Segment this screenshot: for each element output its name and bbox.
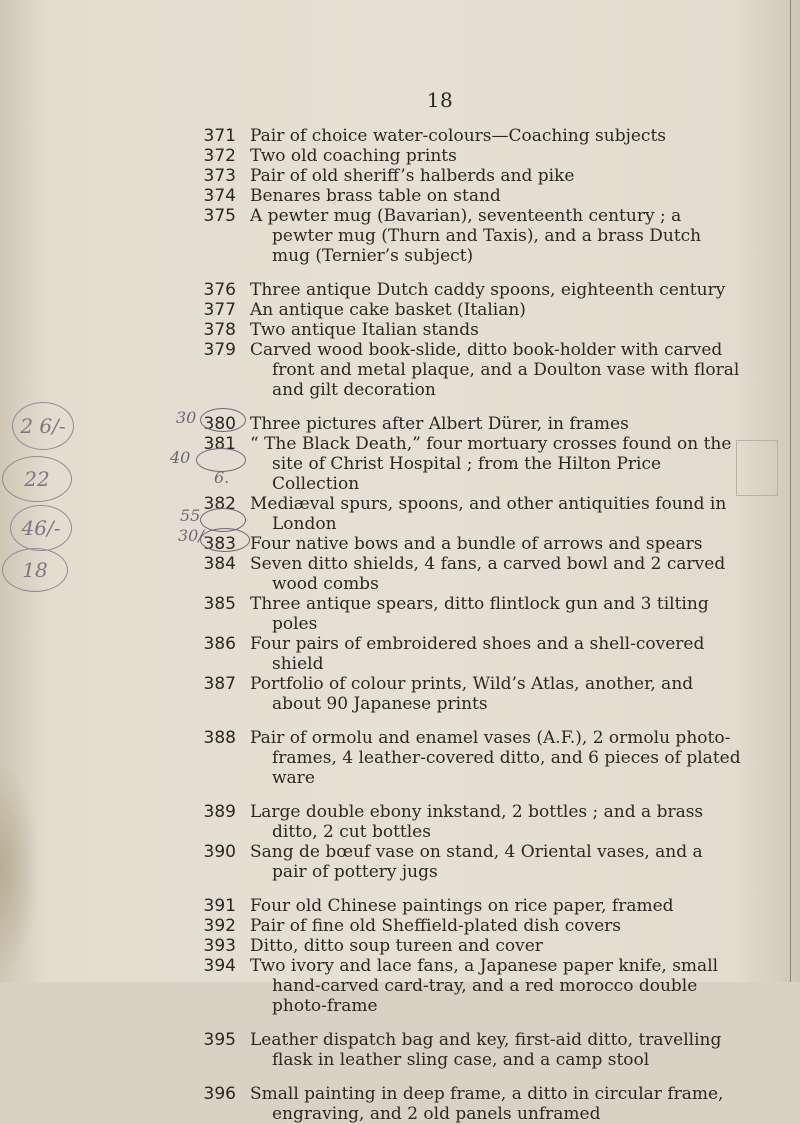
lot-number: 388 <box>203 728 236 748</box>
lot-description: Three antique Dutch caddy spoons, eighteenth century <box>250 280 726 300</box>
lot-number: 386 <box>203 634 236 654</box>
lot-description: Two antique Italian stands <box>250 320 479 340</box>
page-number: 18 <box>426 88 454 112</box>
lot-entry <box>0 434 800 494</box>
lot-number: 374 <box>203 186 236 206</box>
lot-description: “ The Black Death,” four mortuary crosses found on the site of Christ Hospital ; from the Hilton Price Collection <box>250 434 732 494</box>
lot-description: Mediæval spurs, spoons, and other antiquities found in London <box>250 494 727 534</box>
lot-description: An antique cake basket (Italian) <box>250 300 526 320</box>
lot-number: 391 <box>203 896 236 916</box>
lot-entry <box>0 1030 800 1070</box>
lot-entry <box>0 186 800 206</box>
lot-description: Two old coaching prints <box>250 146 457 166</box>
lot-number: 378 <box>203 320 236 340</box>
lot-383-circle <box>196 448 246 472</box>
lot-number: 372 <box>203 146 236 166</box>
lot-entry <box>0 896 800 916</box>
lot-mark-385: 55 <box>180 506 201 525</box>
lot-number: 383 <box>203 534 236 554</box>
lot-description: Pair of choice water-colours—Coaching subjects <box>250 126 666 146</box>
lot-number: 375 <box>203 206 236 226</box>
lot-number: 377 <box>203 300 236 320</box>
annotation-circle-1: 2 6/- <box>12 402 74 450</box>
right-margin-mark <box>736 440 778 496</box>
lot-mark-382: 30 <box>176 408 197 427</box>
lot-description: Two ivory and lace fans, a Japanese paper knife, small hand-carved card-tray, and a red morocco double photo-frame <box>250 956 719 1016</box>
lot-number: 382 <box>203 494 236 514</box>
lot-382-circle <box>200 408 246 432</box>
lot-number: 380 <box>203 414 236 434</box>
lot-number: 393 <box>203 936 236 956</box>
lot-mark-386: 30/- <box>178 526 210 545</box>
lot-entry <box>0 414 800 434</box>
lot-number: 392 <box>203 916 236 936</box>
lot-entry <box>0 300 800 320</box>
lot-entry <box>0 494 800 534</box>
lot-description: Seven ditto shields, 4 fans, a carved bowl and 2 carved wood combs <box>250 554 726 594</box>
lot-entry <box>0 936 800 956</box>
left-edge-stain <box>0 760 40 980</box>
lot-description: Large double ebony inkstand, 2 bottles ; and a brass ditto, 2 cut bottles <box>250 802 704 842</box>
lot-number: 376 <box>203 280 236 300</box>
lot-entry <box>0 842 800 882</box>
lot-entry <box>0 634 800 674</box>
lot-entry <box>0 554 800 594</box>
right-edge-line <box>790 0 791 982</box>
annotation-circle-4: 18 <box>2 548 68 592</box>
annotation-circle-2: 22 <box>2 456 72 502</box>
lot-entry <box>0 956 800 1016</box>
lot-description: Leather dispatch bag and key, first-aid ditto, travelling flask in leather sling case, and a camp stool <box>250 1030 722 1070</box>
lot-entry <box>0 1084 800 1124</box>
lot-mark-383: 40 <box>170 448 191 467</box>
lot-description: Three pictures after Albert Dürer, in frames <box>250 414 629 434</box>
lot-number: 373 <box>203 166 236 186</box>
lot-number: 379 <box>203 340 236 360</box>
lot-number: 387 <box>203 674 236 694</box>
lot-entry <box>0 728 800 788</box>
lot-entry <box>0 594 800 634</box>
lot-entry <box>0 340 800 400</box>
lot-description: Benares brass table on stand <box>250 186 501 206</box>
lot-description: A pewter mug (Bavarian), seventeenth century ; a pewter mug (Thurn and Taxis), and a brass Dutch mug (Ternier’s subject) <box>250 206 702 266</box>
lot-number: 395 <box>203 1030 236 1050</box>
lot-entry <box>0 166 800 186</box>
lot-description: Carved wood book-slide, ditto book-holder with carved front and metal plaque, and a Doulton vase with floral and gilt decoration <box>250 340 740 400</box>
lot-number: 371 <box>203 126 236 146</box>
lot-description: Pair of fine old Sheffield-plated dish covers <box>250 916 622 936</box>
lot-entry <box>0 206 800 266</box>
lot-entry <box>0 280 800 300</box>
lot-description: Four native bows and a bundle of arrows and spears <box>250 534 703 554</box>
lot-number: 384 <box>203 554 236 574</box>
lot-number: 394 <box>203 956 236 976</box>
lot-386-circle <box>200 528 250 552</box>
lot-description: Sang de bœuf vase on stand, 4 Oriental vases, and a pair of pottery jugs <box>250 842 703 882</box>
lot-description: Ditto, ditto soup tureen and cover <box>250 936 543 956</box>
lot-description: Portfolio of colour prints, Wild’s Atlas, another, and about 90 Japanese prints <box>250 674 694 714</box>
lot-entry <box>0 916 800 936</box>
lot-entry <box>0 320 800 340</box>
lot-description: Pair of ormolu and enamel vases (A.F.), 2 ormolu photo-frames, 4 leather-covered ditto, and 6 pieces of plated ware <box>250 728 741 788</box>
lot-description: Three antique spears, ditto flintlock gun and 3 tilting poles <box>250 594 709 634</box>
lot-number: 381 <box>203 434 236 454</box>
lot-entry <box>0 802 800 842</box>
lot-mark-384: 6. <box>214 468 230 487</box>
annotation-circle-3: 46/- <box>10 505 72 551</box>
lot-description: Four pairs of embroidered shoes and a shell-covered shield <box>250 634 705 674</box>
lot-entry <box>0 534 800 554</box>
lot-number: 390 <box>203 842 236 862</box>
lot-description: Small painting in deep frame, a ditto in circular frame, engraving, and 2 old panels unframed <box>250 1084 724 1124</box>
lot-entry <box>0 146 800 166</box>
lot-number: 389 <box>203 802 236 822</box>
lot-description: Four old Chinese paintings on rice paper, framed <box>250 896 674 916</box>
lot-number: 396 <box>203 1084 236 1104</box>
lot-entry <box>0 126 800 146</box>
lot-number: 385 <box>203 594 236 614</box>
lot-entry <box>0 674 800 714</box>
lot-description: Pair of old sheriff’s halberds and pike <box>250 166 575 186</box>
lot-list <box>0 126 800 1124</box>
